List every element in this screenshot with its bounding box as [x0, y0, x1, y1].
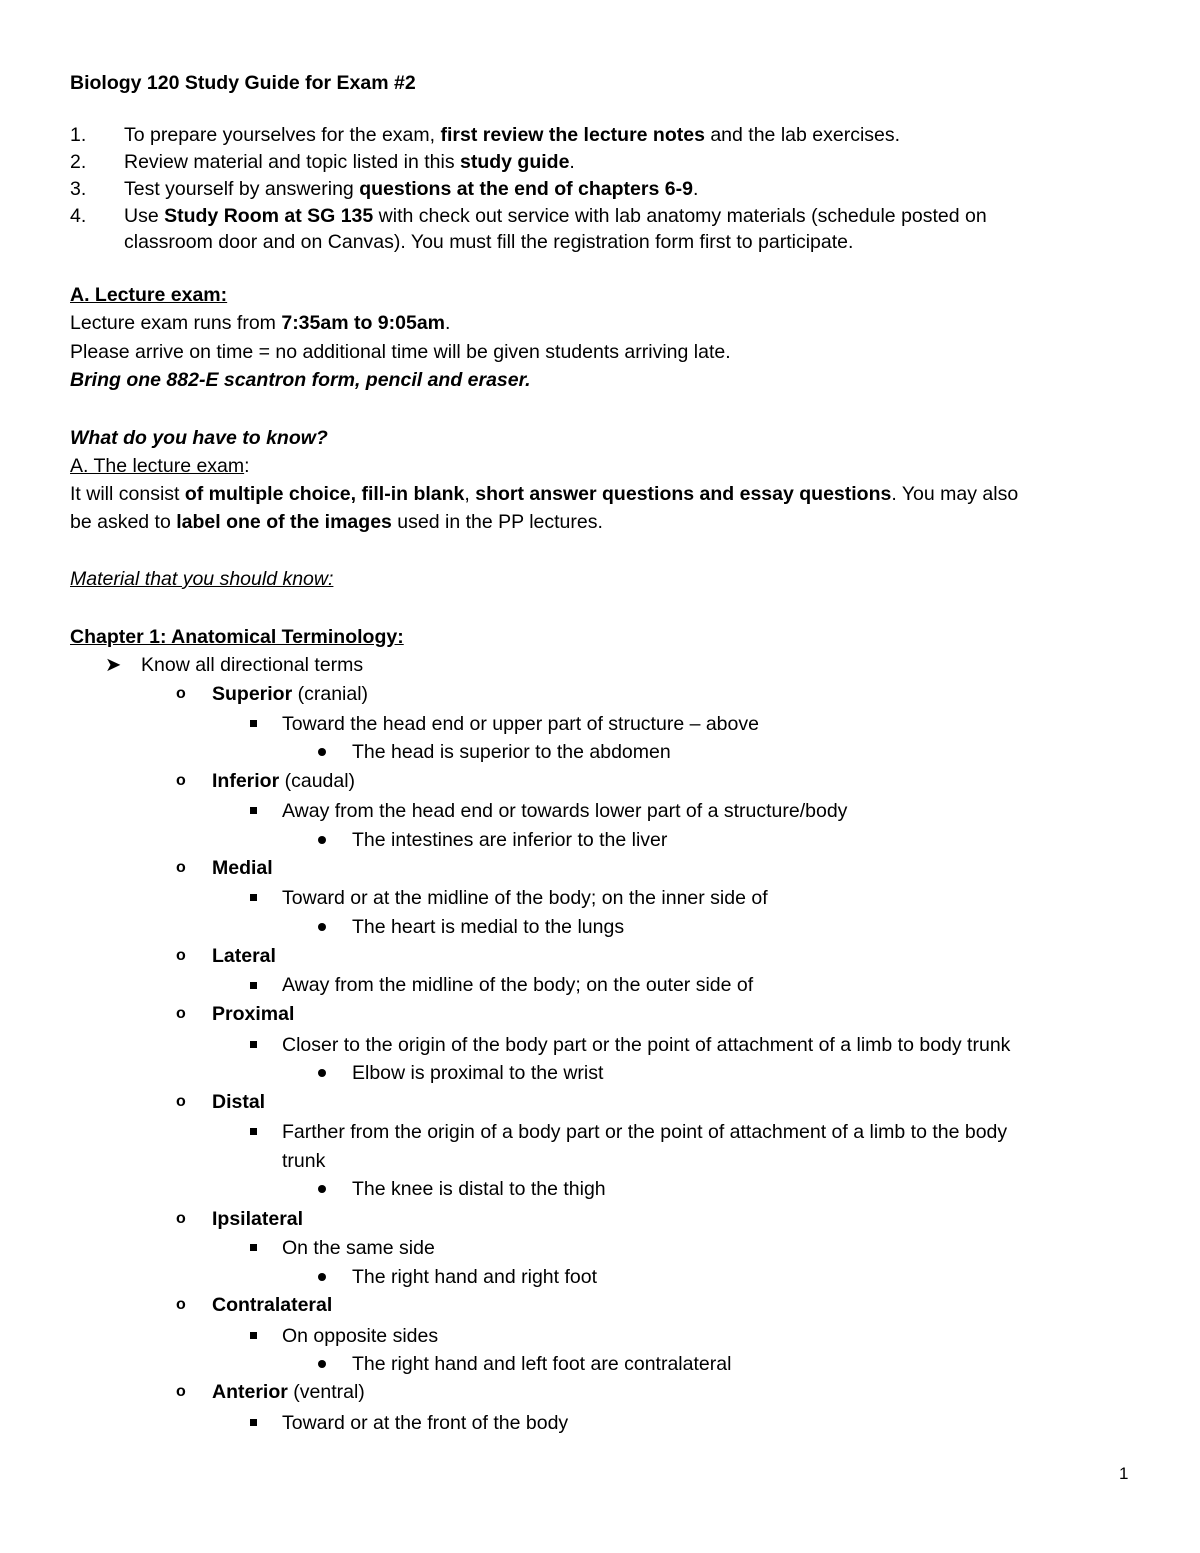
o-bullet-icon: o — [176, 859, 186, 876]
example-proximal: Elbow is proximal to the wrist — [352, 1062, 604, 1084]
dot-bullet-icon — [318, 748, 326, 756]
square-bullet-icon — [250, 1419, 257, 1426]
step-4-continued: classroom door and on Canvas). You must fill the registration form first to participate. — [124, 231, 854, 253]
dot-bullet-icon — [318, 1360, 326, 1368]
step-number-1: 1. — [70, 124, 87, 146]
example-contralateral: The right hand and left foot are contralateral — [352, 1353, 732, 1375]
example-medial: The heart is medial to the lungs — [352, 916, 625, 938]
o-bullet-icon: o — [176, 1210, 186, 1227]
lecture-exam-heading: A. Lecture exam: — [70, 284, 228, 306]
term-superior: Superior (cranial) — [212, 683, 369, 705]
square-bullet-icon — [250, 1128, 257, 1135]
o-bullet-icon: o — [176, 947, 186, 964]
o-bullet-icon: o — [176, 1296, 186, 1313]
exam-format-continued: be asked to label one of the images used in the PP lectures. — [70, 511, 603, 533]
dot-bullet-icon — [318, 1273, 326, 1281]
term-anterior: Anterior (ventral) — [212, 1381, 365, 1403]
term-contralateral: Contralateral — [212, 1294, 333, 1316]
square-bullet-icon — [250, 1041, 257, 1048]
square-bullet-icon — [250, 894, 257, 901]
definition-distal-continued: trunk — [282, 1150, 326, 1172]
example-inferior: The intestines are inferior to the liver — [352, 829, 668, 851]
definition-medial: Toward or at the midline of the body; on the inner side of — [282, 887, 768, 909]
term-medial: Medial — [212, 857, 273, 879]
example-superior: The head is superior to the abdomen — [352, 741, 671, 763]
term-distal: Distal — [212, 1091, 266, 1113]
definition-anterior: Toward or at the front of the body — [282, 1412, 569, 1434]
arrive-note: Please arrive on time = no additional time will be given students arriving late. — [70, 341, 731, 363]
square-bullet-icon — [250, 1244, 257, 1251]
definition-ipsilateral: On the same side — [282, 1237, 435, 1259]
dot-bullet-icon — [318, 1069, 326, 1077]
step-number-2: 2. — [70, 151, 87, 173]
document-title: Biology 120 Study Guide for Exam #2 — [70, 72, 416, 94]
material-heading: Material that you should know: — [70, 568, 334, 590]
example-ipsilateral: The right hand and right foot — [352, 1266, 597, 1288]
dot-bullet-icon — [318, 923, 326, 931]
term-lateral: Lateral — [212, 945, 276, 967]
step-1: To prepare yourselves for the exam, first review the lecture notes and the lab exercises. — [124, 124, 901, 146]
bring-note: Bring one 882-E scantron form, pencil and eraser. — [70, 369, 531, 391]
step-number-4: 4. — [70, 205, 87, 227]
definition-lateral: Away from the midline of the body; on the outer side of — [282, 974, 754, 996]
term-ipsilateral: Ipsilateral — [212, 1208, 304, 1230]
know-heading: What do you have to know? — [70, 427, 328, 449]
exam-format: It will consist of multiple choice, fill-in blank, short answer questions and essay questions. You may also — [70, 483, 1019, 505]
step-4: Use Study Room at SG 135 with check out service with lab anatomy materials (schedule posted on — [124, 205, 987, 227]
definition-superior: Toward the head end or upper part of structure – above — [282, 713, 759, 735]
definition-inferior: Away from the head end or towards lower part of a structure/body — [282, 800, 848, 822]
step-2: Review material and topic listed in this study guide. — [124, 151, 575, 173]
definition-distal: Farther from the origin of a body part or the point of attachment of a limb to the body — [282, 1121, 1008, 1143]
o-bullet-icon: o — [176, 1383, 186, 1400]
square-bullet-icon — [250, 720, 257, 727]
term-inferior: Inferior (caudal) — [212, 770, 356, 792]
exam-time: Lecture exam runs from 7:35am to 9:05am. — [70, 312, 451, 334]
o-bullet-icon: o — [176, 772, 186, 789]
square-bullet-icon — [250, 1332, 257, 1339]
dot-bullet-icon — [318, 836, 326, 844]
term-proximal: Proximal — [212, 1003, 295, 1025]
o-bullet-icon: o — [176, 685, 186, 702]
directional-terms-item: Know all directional terms — [141, 654, 364, 676]
arrow-bullet-icon: ➤ — [105, 654, 122, 676]
page-number: 1 — [1119, 1464, 1129, 1483]
square-bullet-icon — [250, 807, 257, 814]
step-number-3: 3. — [70, 178, 87, 200]
step-3: Test yourself by answering questions at the end of chapters 6-9. — [124, 178, 699, 200]
square-bullet-icon — [250, 982, 257, 989]
example-distal: The knee is distal to the thigh — [352, 1178, 606, 1200]
definition-contralateral: On opposite sides — [282, 1325, 439, 1347]
chapter-1-heading: Chapter 1: Anatomical Terminology: — [70, 626, 404, 648]
dot-bullet-icon — [318, 1185, 326, 1193]
o-bullet-icon: o — [176, 1005, 186, 1022]
lecture-exam-subheading: A. The lecture exam: — [70, 455, 250, 477]
o-bullet-icon: o — [176, 1093, 186, 1110]
definition-proximal: Closer to the origin of the body part or the point of attachment of a limb to body trunk — [282, 1034, 1011, 1056]
